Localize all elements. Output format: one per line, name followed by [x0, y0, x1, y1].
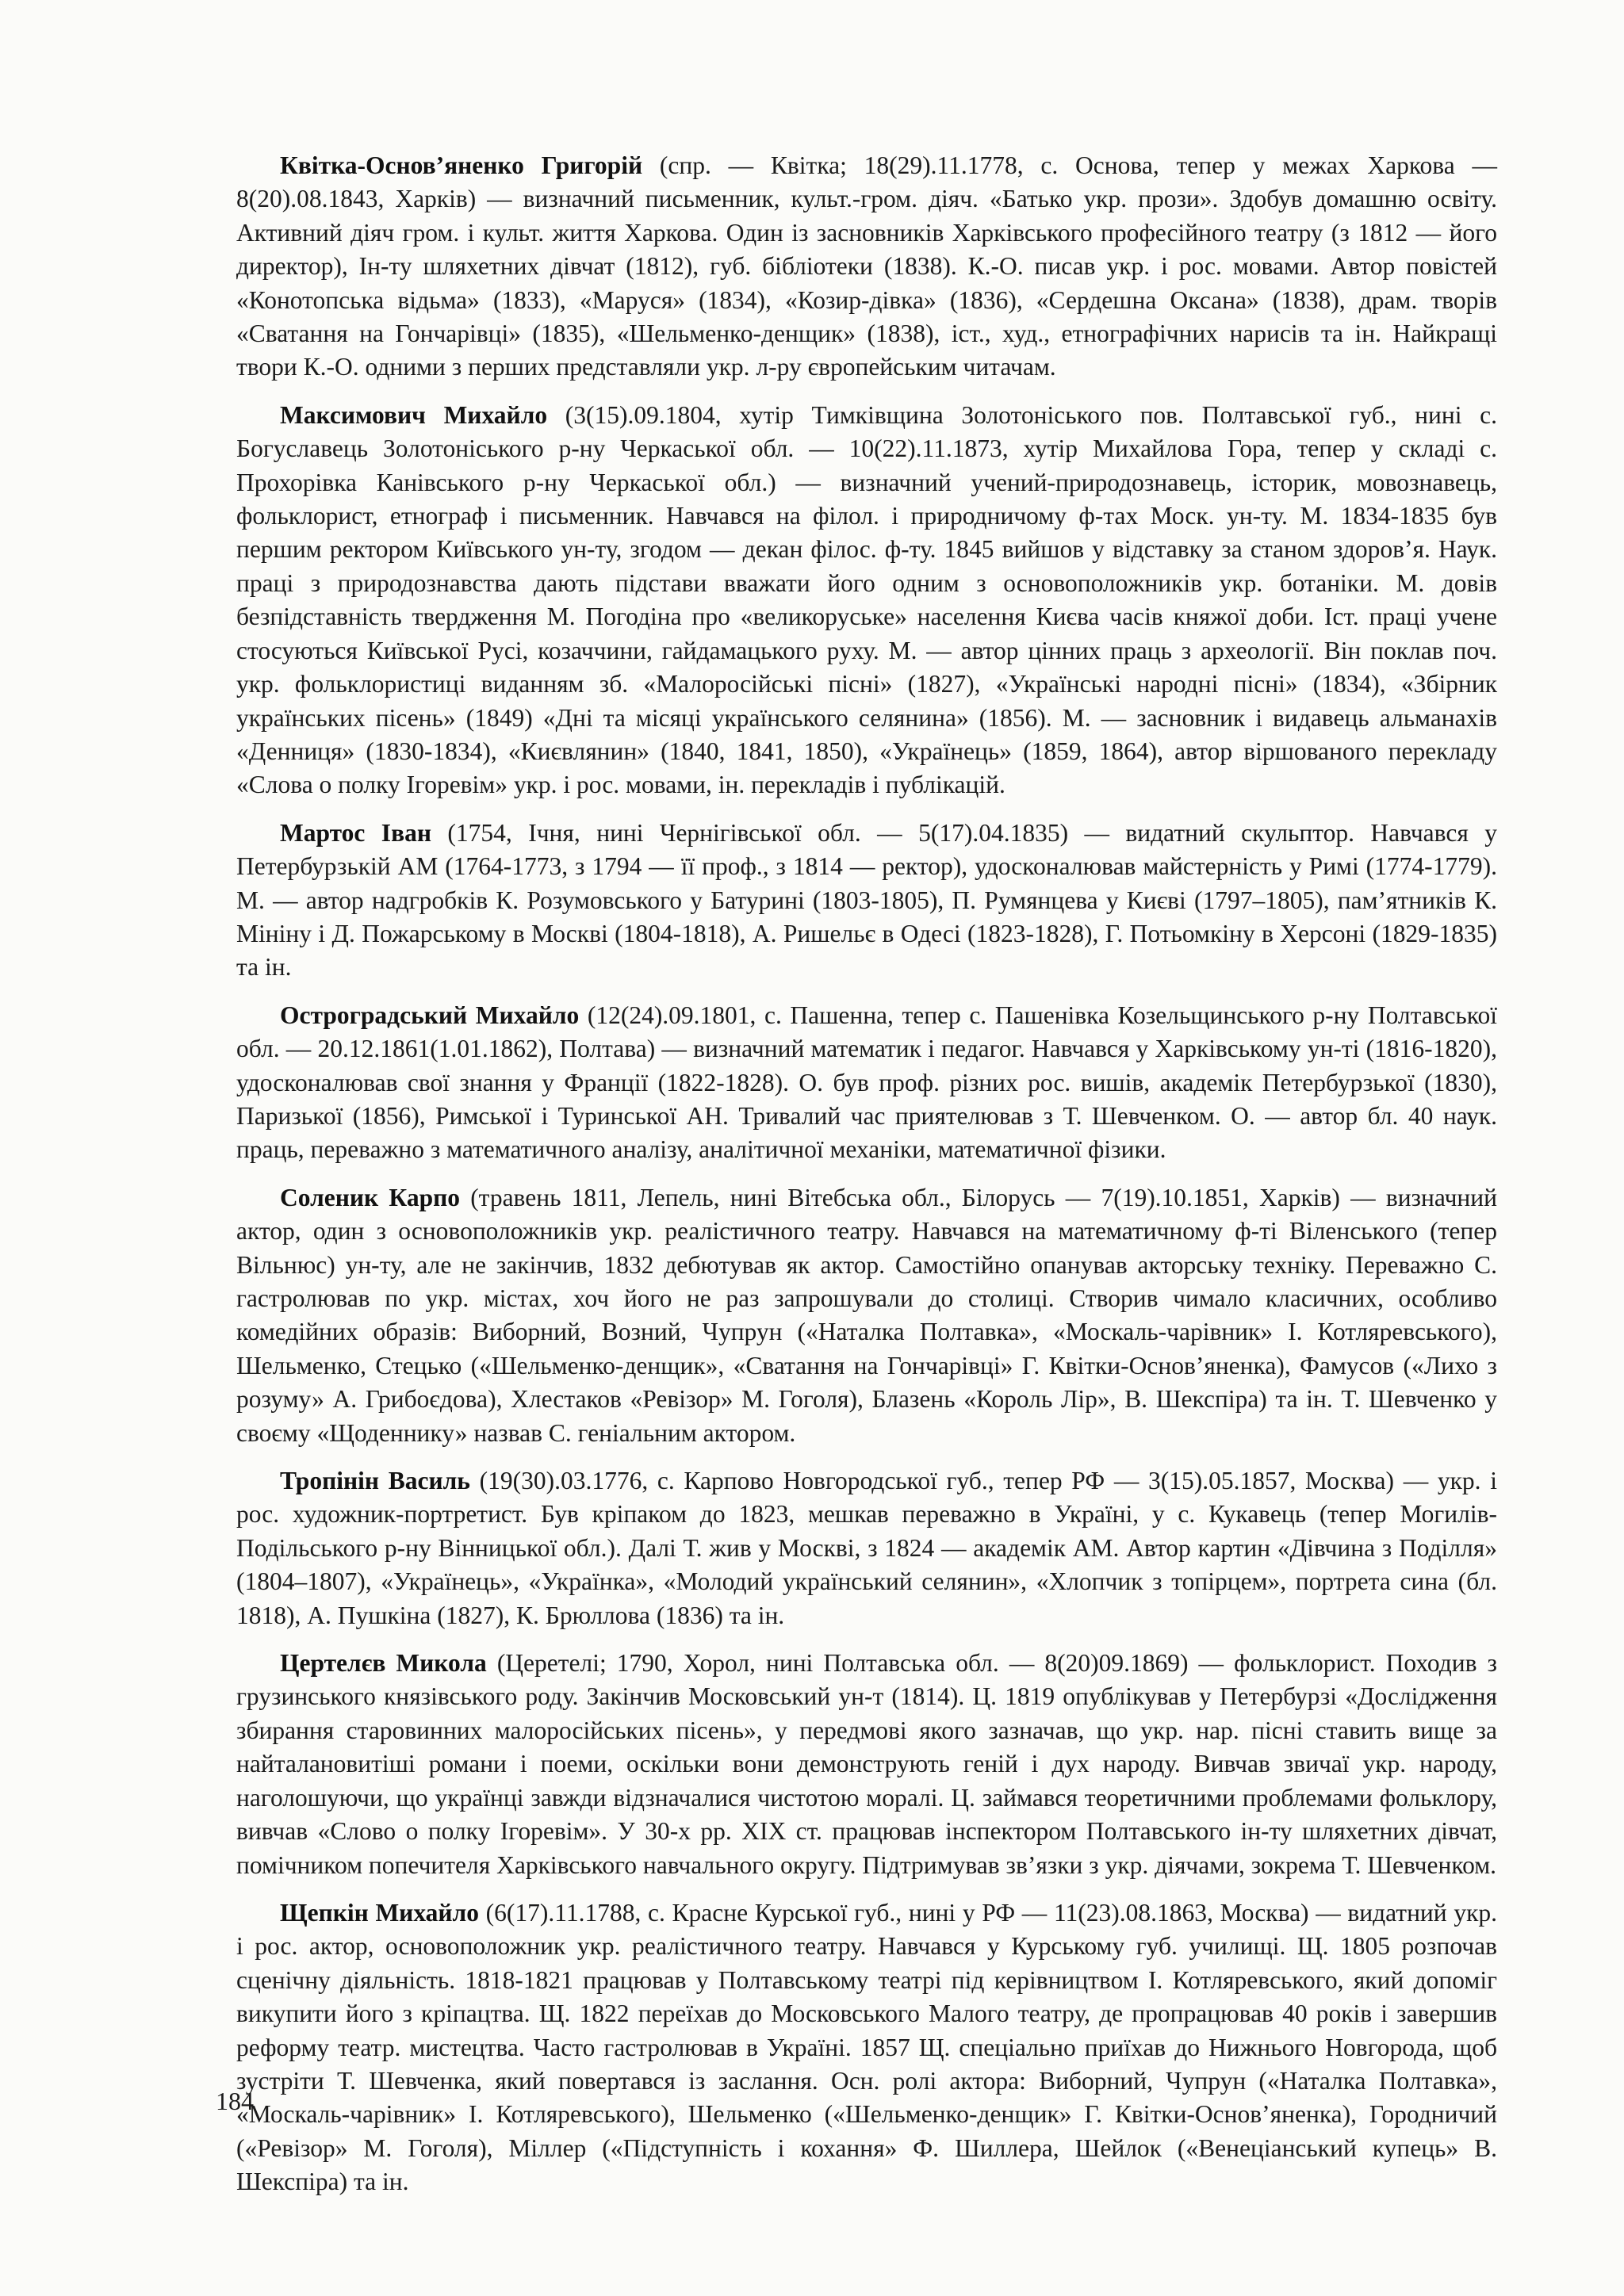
entry-name: Тропінін Василь: [280, 1467, 470, 1495]
page-number: 184: [216, 2087, 254, 2115]
entry-text: (12(24).09.1801, с. Пашенна, тепер с. Пашенівка Козельщинського р-ну Полтавської обл. — 20.12.1861(1.01.1862), Полтава) — визначний математик і педагог. Навчався у Харківському ун-ті (1816-1820), удосконалював свої знання у Франції (1822-1828). О. був проф. різних рос. вишів, академік Петербурзької (1830), Паризької (1856), Римської і Туринської АН. Тривалий час приятелював з Т. Шевченком. О. — автор бл. 40 наук. праць, переважно з математичного аналізу, аналітичної механіки, математичної фізики.: [236, 1001, 1497, 1164]
entry-name: Максимович Михайло: [280, 400, 548, 429]
entry-shchepkin: [236, 1896, 1497, 2199]
entry-kvitka: [236, 149, 1497, 385]
entry-tsertelev: [236, 1647, 1497, 1882]
entry-text: (3(15).09.1804, хутір Тимківщина Золотоніського пов. Полтавської губ., нині с. Богуславець Золотоніського р-ну Черкаської обл. — 10(22).11.1873, хутір Михайлова Гора, тепер у складі с. Прохорівка Канівського р-ну Черкаської обл.) — визначний учений-природознавець, історик, мовознавець, фольклорист, етнограф і письменник. Навчався на філол. і природничому ф-тах Моск. ун-ту. М. 1834-1835 був першим ректором Київського ун-ту, згодом — декан філос. ф-ту. 1845 вийшов у відставку за станом здоров’я. Наук. праці з природознавства дають підстави вважати його одним з основоположників укр. ботаніки. М. довів безпідставність твердження М. Погодіна про «великоруське» населення Києва часів княжої доби. Іст. праці учене стосуються Київської Русі, козаччини, гайдамацького руху. М. — автор цінних праць з археології. Він поклав поч. укр. фольклористиці виданням зб. «Малоросійські пісні» (1827), «Українські народні пісні» (1834), «Збірник українських пісень» (1849) «Дні та місяці українського селянина» (1856). М. — засновник і видавець альманахів «Денниця» (1830-1834), «Києвлянин» (1840, 1841, 1850), «Українець» (1859, 1864), автор віршованого перекладу «Слова о полку Ігоревім» укр. і рос. мовами, ін. перекладів і публікацій.: [236, 400, 1497, 799]
entry-name: Соленик Карпо: [280, 1183, 460, 1211]
entry-maksymovych: [236, 399, 1497, 802]
entry-tropinin: [236, 1464, 1497, 1632]
entry-text: (Церетелі; 1790, Хорол, нині Полтавська обл. — 8(20)09.1869) — фольклорист. Походив з грузинського князівського роду. Закінчив Московський ун-т (1814). Ц. 1819 опублікував у Петербурзі «Дослідження збирання старовинних малоросійських пісень», у передмові якого зазначав, що укр. нар. пісні ставить вище за найталановитіші романи і поеми, оскільки вони демонструють геній і дух народу. Вивчав звичаї укр. народу, наголошуючи, що українці завжди відзначалися чистотою моралі. Ц. займався теоретичними проблемами фольклору, вивчав «Слово о полку Ігоревім». У 30-х рр. XIX ст. працював інспектором Полтавського ін-ту шляхетних дівчат, помічником попечителя Харківського навчального округу. Підтримував зв’язки з укр. діячами, зокрема Т. Шевченком.: [236, 1649, 1497, 1879]
entry-name: Цертелєв Микола: [280, 1649, 487, 1678]
entry-name: Щепкін Михайло: [280, 1898, 479, 1927]
page-body: [236, 149, 1497, 2214]
entry-text: (1754, Ічня, нині Чернігівської обл. — 5(17).04.1835) — видатний скульптор. Навчався у Петербурзькій АМ (1764-1773, з 1794 — її проф., з 1814 — ректор), удосконалював майстерність у Римі (1774-1779). М. — автор надгробків К. Розумовського у Батурині (1803-1805), П. Румянцева у Києві (1797–1805), пам’ятників К. Мініну і Д. Пожарському в Москві (1804-1818), А. Ришельє в Одесі (1823-1828), Г. Потьомкіну в Херсоні (1829-1835) та ін.: [236, 818, 1497, 982]
entry-text: (травень 1811, Лепель, нині Вітебська обл., Білорусь — 7(19).10.1851, Харків) — визначний актор, один з основоположників укр. реалістичного театру. Навчався на математичному ф-ті Віленського (тепер Вільнюс) ун-ту, але не закінчив, 1832 дебютував як актор. Самостійно опанував акторську техніку. Переважно С. гастролював по укр. містах, хоч його не раз запрошували до столиці. Створив чимало класичних, особливо комедійних образів: Виборний, Возний, Чупрун («Наталка Полтавка», «Москаль-чарівник» І. Котляревського), Шельменко, Стецько («Шельменко-денщик», «Сватання на Гончарівці» Г. Квітки-Основ’яненка), Фамусов («Лихо з розуму» А. Грибоєдова), Хлестаков «Ревізор» М. Гоголя), Блазень «Король Лір», В. Шекспіра) та ін. Т. Шевченко у своєму «Щоденнику» назвав С. геніальним актором.: [236, 1183, 1497, 1447]
entry-solenyk: [236, 1181, 1497, 1450]
entry-name: Квітка-Основ’яненко Григорій: [280, 151, 643, 179]
entry-text: (спр. — Квітка; 18(29).11.1778, с. Основа, тепер у межах Харкова — 8(20).08.1843, Харків) — визначний письменник, культ.-гром. діяч. «Батько укр. прози». Здобув домашню освіту. Активний діяч гром. і культ. життя Харкова. Один із засновників Харківського професійного театру (з 1812 — його директор), Ін-ту шляхетних дівчат (1812), губ. бібліотеки (1838). К.-О. писав укр. і рос. мовами. Автор повістей «Конотопська відьма» (1833), «Маруся» (1834), «Козир-дівка» (1836), «Сердешна Оксана» (1838), драм. творів «Сватання на Гончарівці» (1835), «Шельменко-денщик» (1838), іст., худ., етнографічних нарисів та ін. Найкращі твори К.-О. одними з перших представляли укр. л-ру європейським читачам.: [236, 151, 1498, 381]
entry-name: Мартос Іван: [280, 818, 431, 847]
entry-martos: [236, 817, 1497, 985]
entry-name: Остроградський Михайло: [280, 1001, 580, 1029]
entry-text: (19(30).03.1776, с. Карпово Новгородської губ., тепер РФ — 3(15).05.1857, Москва) — укр. і рос. художник-портретист. Був кріпаком до 1823, мешкав переважно в Україні, у с. Кукавець (тепер Могилів-Подільського р-ну Вінницької обл.). Далі Т. жив у Москві, з 1824 — академік АМ. Автор картин «Дівчина з Поділля» (1804–1807), «Українець», «Українка», «Молодий український селянин», «Хлопчик з топірцем», портрета сина (бл. 1818), А. Пушкіна (1827), К. Брюллова (1836) та ін.: [236, 1467, 1497, 1629]
entry-text: (6(17).11.1788, с. Красне Курської губ., нині у РФ — 11(23).08.1863, Москва) — видатний укр. і рос. актор, основоположник укр. реалістичного театру. Навчався у Курському губ. училищі. Щ. 1805 розпочав сценічну діяльність. 1818-1821 працював у Полтавському театрі під керівництвом І. Котляревського, який допоміг викупити його з кріпацтва. Щ. 1822 переїхав до Московського Малого театру, де пропрацював 40 років і завершив реформу театр. мистецтва. Часто гастролював в Україні. 1857 Щ. спеціально приїхав до Нижнього Новгорода, щоб зустріти Т. Шевченка, який повертався із заслання. Осн. ролі актора: Виборний, Чупрун («Наталка Полтавка», «Москаль-чарівник» І. Котляревського), Шельменко («Шельменко-денщик» Г. Квітки-Основ’яненка), Городничий («Ревізор» М. Гоголя), Міллер («Підступність і кохання» Ф. Шиллера, Шейлок («Венеціанський купець» В. Шекспіра) та ін.: [236, 1898, 1497, 2196]
entry-ostrohradskyi: [236, 999, 1497, 1167]
